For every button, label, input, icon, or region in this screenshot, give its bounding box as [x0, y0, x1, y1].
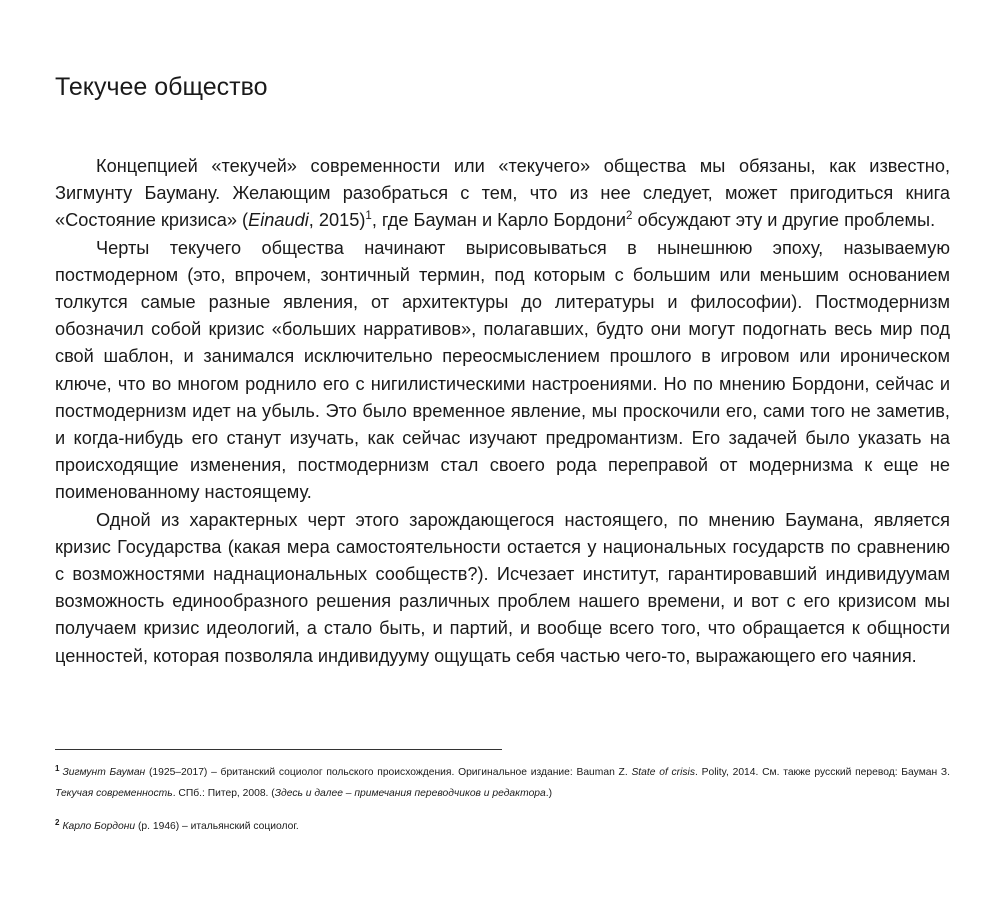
footnote-1-original-title: State of crisis	[631, 767, 695, 778]
footnote-ref-1[interactable]: 1	[365, 210, 372, 223]
paragraph-1-text-d: обсуждают эту и другие проблемы.	[632, 210, 936, 231]
footnote-1	[55, 762, 950, 804]
body-text	[55, 153, 950, 670]
footnote-1-text-a: (1925–2017) – британский социолог польского происхождения. Оригинальное издание: Bauman Z.	[145, 767, 632, 778]
footnote-1-person: Зигмунт Бауман	[62, 767, 146, 778]
footnote-1-text-c: . СПб.: Питер, 2008. (	[172, 788, 275, 799]
document-page	[55, 0, 950, 897]
footnote-2-person: Карло Бордони	[62, 821, 136, 832]
footnote-separator	[55, 749, 502, 750]
paragraph-1-text-b: , 2015)	[308, 210, 366, 231]
chapter-title: Текучее общество	[55, 73, 268, 101]
footnotes	[55, 762, 950, 849]
paragraph-1-text-a: Концепцией «текучей» современности или «текучего» общества мы обязаны, как известно, Зигмунту Бауману. Желающим разобраться с тем, что из нее следует, может пригодиться книга «Состояние кризиса» (	[55, 156, 950, 231]
footnote-2-number: 2	[55, 817, 60, 827]
footnote-1-text-b: . Polity, 2014. См. также русский перевод: Бауман З.	[695, 767, 951, 778]
footnote-1-russian-title: Текучая современность	[55, 788, 173, 799]
paragraph-1	[55, 153, 950, 235]
footnote-1-editor-note: Здесь и далее – примечания переводчиков и редактора	[274, 788, 546, 799]
publisher-name: Einaudi	[248, 210, 309, 231]
paragraph-2: Черты текучего общества начинают вырисовываться в нынешнюю эпоху, называемую постмодерном (это, впрочем, зонтичный термин, под которым с большим или меньшим основанием толкутся самые разные явления, от архитектуры до литературы и философии). Постмодернизм обозначил собой кризис «больших нарративов», полагавших, будто они могут подогнать весь мир под свой шаблон, и занимался исключительно переосмыслением прошлого в игровом или ироническом ключе, что во многом роднило его с нигилистическими настроениями. Но по мнению Бордони, сейчас и постмодернизм идет на убыль. Это было временное явление, мы проскочили его, сами того не заметив, и когда-нибудь его станут изучать, как сейчас изучают предромантизм. Его задачей было указать на происходящие изменения, постмодернизм стал своего рода переправой от модернизма к еще не поименованному настоящему.	[55, 237, 950, 503]
footnote-2-text-a: (р. 1946) – итальянский социолог.	[135, 821, 299, 832]
footnote-1-text-d: .)	[545, 788, 553, 799]
footnote-2	[55, 816, 950, 837]
footnote-ref-2[interactable]: 2	[626, 210, 633, 223]
paragraph-3: Одной из характерных черт этого зарождающегося настоящего, по мнению Баумана, является кризис Государства (какая мера самостоятельности остается у национальных государств по сравнению с возможностями наднациональных сообществ?). Исчезает институт, гарантировавший индивидуумам возможность единообразного решения различных проблем нашего времени, и вот с его кризисом мы получаем кризис идеологий, а стало быть, и партий, и вообще всего того, что обращается к общности ценностей, которая позволяла индивидууму ощущать себя частью чего-то, выражающего его чаяния.	[55, 509, 950, 666]
paragraph-1-text-c: , где Бауман и Карло Бордони	[371, 210, 627, 231]
footnote-1-number: 1	[55, 763, 60, 773]
